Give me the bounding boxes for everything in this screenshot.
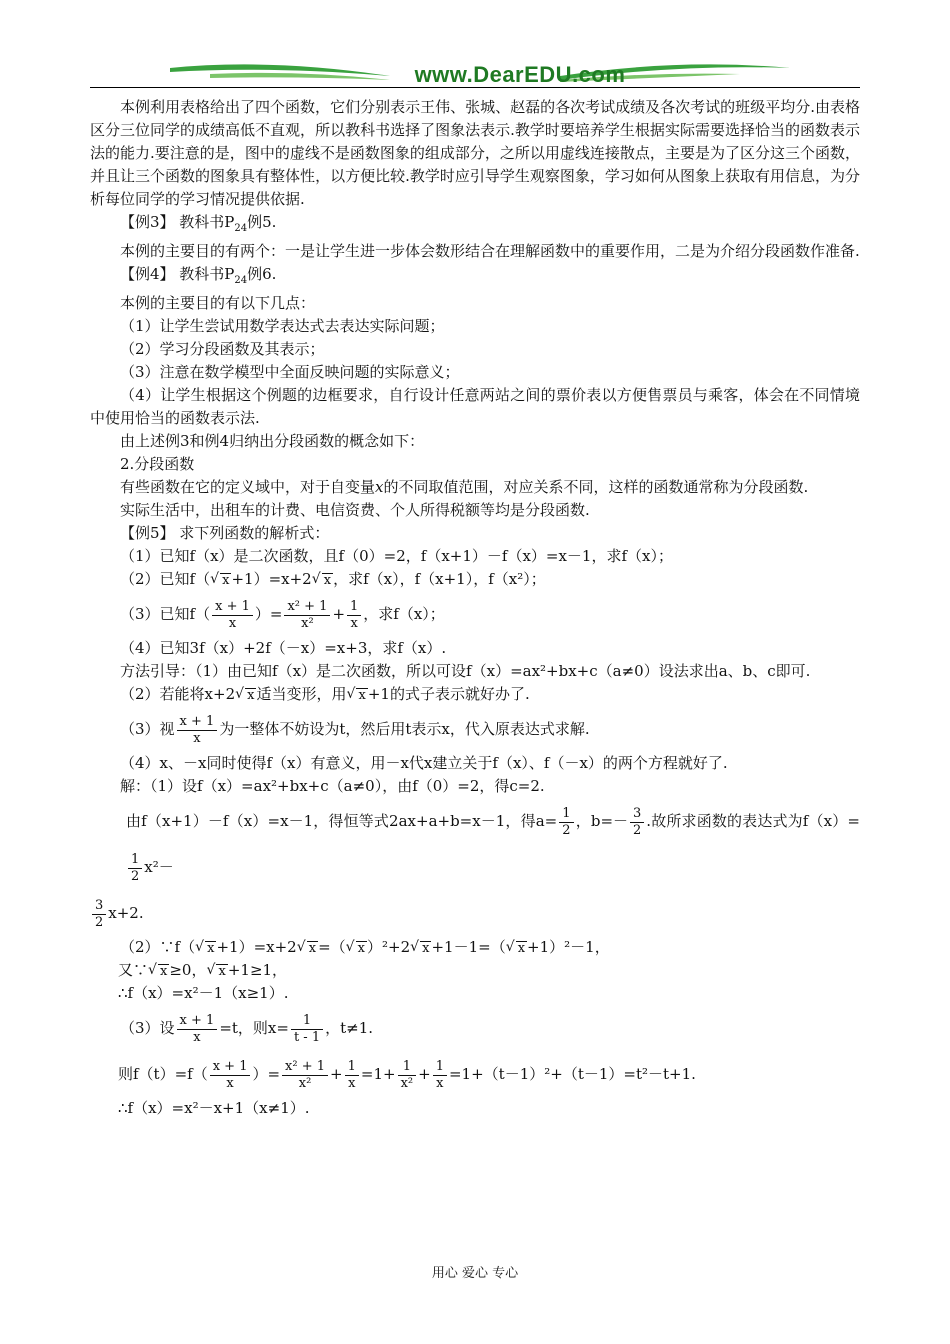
example-3-body: 本例的主要目的有两个：一是让学生进一步体会数形结合在理解函数中的重要作用，二是为介绍分段函数作准备. (120, 242, 860, 260)
sqrt-x: √ x (420, 941, 431, 956)
sqrt-x: √ x (307, 941, 318, 956)
solution-1: 解：（1）设f（x）=ax²+bx+c（a≠0），由f（0）=2，得c=2. (120, 777, 545, 795)
definition-title: 2.分段函数 (120, 455, 195, 473)
method-4: （4）x、－x同时使得f（x）有意义，用－x代x建立关于f（x）、f（－x）的两个方程就好了. (120, 754, 728, 772)
fraction: $\frac{x + 1}{x}$ (177, 714, 218, 747)
question-1: （1）已知f（x）是二次函数，且f（0）=2，f（x+1）－f（x）=x－1，求f（x）； (120, 547, 673, 565)
fraction: $\frac{1}{x}$ (345, 1059, 359, 1092)
fraction: $\frac{x + 1}{x}$ (212, 599, 253, 632)
sqrt-x: √ x (205, 941, 216, 956)
sqrt-x: √ x (356, 941, 367, 956)
fraction: $\frac{1}{2}$ (128, 852, 142, 885)
sqrt-x: √ x (158, 964, 169, 979)
sqrt-x: √ x (245, 688, 256, 703)
sqrt-x: √ x (216, 964, 227, 979)
method-3: （3）视 $\frac{x + 1}{x}$ 为一整体不妨设为t，然后用t表示x，代入原表达式求解. (120, 713, 590, 746)
fraction: $\frac{x + 1}{x}$ (177, 1013, 218, 1046)
fraction: $\frac{x + 1}{x}$ (210, 1059, 251, 1092)
list-item: （2）学习分段函数及其表示； (120, 340, 325, 358)
site-logo[interactable]: www.DearEDU.com (414, 62, 626, 87)
real-life-line: 实际生活中，出租车的计费、电信资费、个人所得税额等均是分段函数. (120, 501, 590, 519)
list-item: （1）让学生尝试用数学表达式去表达实际问题； (120, 317, 445, 335)
intro-paragraph: 本例利用表格给出了四个函数，它们分别表示王伟、张城、赵磊的各次考试成绩及各次考试的班级平均分.由表格区分三位同学的成绩高低不直观，所以教科书选择了图象法表示.教学时要培养学生根据实际需要选择恰当的函数表示法的能力.要注意的是，图中的虚线不是函数图象的组成部分，之所以用虚线连接散点，主要是为了区分这三个函数，并且让三个函数的图象具有整体性，以方便比较.教学时应引导学生观察图象，学习如何从图象上获取有用信息，为分析每位同学的学习情况提供依据. (90, 98, 860, 208)
fraction: $\frac{1}{\text{x²}}$ (398, 1059, 417, 1092)
question-3: （3）已知f（ $\frac{x + 1}{x}$ ）= $\frac{\text{x² + 1}}{\text{x²}}$ + $\frac{1}{x}$ ，求f（x）； (120, 598, 445, 631)
document-body (90, 96, 860, 1120)
definition-text: 有些函数在它的定义域中，对于自变量x的不同取值范围，对应关系不同，这样的函数通常称为分段函数. (120, 478, 809, 496)
header-rule (90, 87, 860, 88)
summary-line: 由上述例3和例4归纳出分段函数的概念如下： (120, 432, 425, 450)
method-2: （2）若能将x+2√ x 适当变形，用√ x +1的式子表示就好办了. (90, 683, 860, 706)
fraction: $\frac{1}{x}$ (347, 599, 361, 632)
fraction: $\frac{3}{2}$ (92, 898, 106, 931)
fraction: $\frac{\text{x² + 1}}{\text{x²}}$ (282, 1059, 328, 1092)
sqrt-x: √ x (220, 573, 231, 588)
sqrt-x: √ x (356, 688, 367, 703)
example-3-heading: 【例3】 教科书$P_{24}$例5. (120, 213, 277, 234)
question-4: （4）已知3f（x）+2f（－x）=x+3，求f（x）. (120, 639, 447, 657)
solution-2: （2）∵f（√ x +1）=x+2√ x =（√ x ）²+2√ x +1－1=（√ x +1）²－1， (90, 936, 860, 959)
list-item: （4）让学生根据这个例题的边框要求，自行设计任意两站之间的票价表以方便售票员与乘客，体会在不同情境中使用恰当的函数表示法. (90, 386, 860, 427)
solution-2-end: ∴f（x）=x²－1（x≥1）. (118, 984, 289, 1002)
example-4-heading: 【例4】 教科书$P_{24}$例6. (120, 265, 277, 286)
sqrt-x: √ x (322, 573, 333, 588)
sqrt-x: √ x (516, 941, 527, 956)
method-1: 方法引导：（1）由已知f（x）是二次函数，所以可设f（x）=ax²+bx+c（a≠0）设法求出a、b、c即可. (120, 662, 811, 680)
fraction: $\frac{3}{2}$ (630, 806, 644, 839)
example-4-lead: 本例的主要目的有以下几点： (120, 294, 316, 312)
solution-3-cont: 则f（t）=f（ $\frac{x + 1}{x}$ ）= $\frac{\text{x² + 1}}{\text{x²}}$ + $\frac{1}{x}$ =1+ $\frac{1}{\text{x²}}$ + $\frac{1}{x}$ =1+（t－1）²+（t－1）=t²－t+1. (118, 1058, 696, 1091)
fraction: $\frac{\text{x² + 1}}{\text{x²}}$ (284, 599, 330, 632)
example-5-heading: 【例5】 求下列函数的解析式： (120, 524, 330, 542)
solution-3-end: ∴f（x）=x²－x+1（x≠1）. (118, 1099, 310, 1117)
solution-1-end: $\frac{3}{2}$ x+2. (90, 890, 860, 936)
list-item: （3）注意在数学模型中全面反映问题的实际意义； (120, 363, 460, 381)
fraction: $\frac{1}{x}$ (433, 1059, 447, 1092)
fraction: $\frac{1}{2}$ (559, 806, 573, 839)
fraction: $\frac{1}{t - 1}$ (291, 1013, 323, 1046)
solution-3: （3）设 $\frac{x + 1}{x}$ =t，则x= $\frac{1}{t - 1}$ ，t≠1. (120, 1012, 374, 1045)
page-footer: 用心 爱心 专心 (431, 1266, 519, 1281)
solution-2-cont: 又∵√ x ≥0，√ x +1≥1， (90, 959, 860, 982)
question-2: （2）已知f（√ x +1）=x+2√ x ，求f（x），f（x+1），f（x²）； (90, 568, 860, 591)
solution-1-cont: 由f（x+1）－f（x）=x－1，得恒等式2ax+a+b=x－1，得a= $\frac{1}{2}$ ，b=－ $\frac{3}{2}$ .故所求函数的表达式为f（x）= $\frac{1}{2}$ x²－ (126, 805, 860, 884)
